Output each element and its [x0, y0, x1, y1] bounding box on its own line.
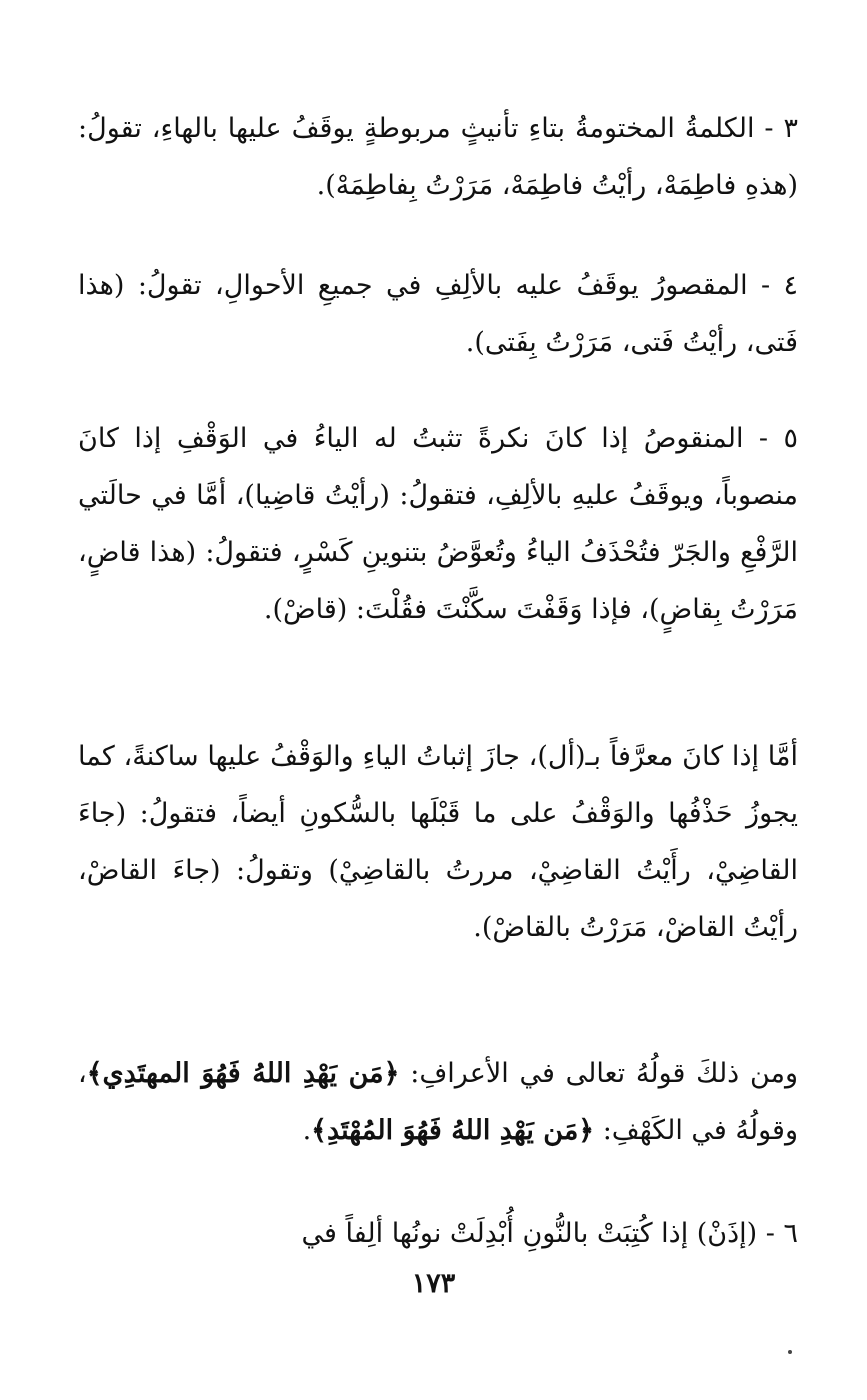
paragraph-rule-3: ٣ - الكلمةُ المختومةُ بتاءِ تأنيثٍ مربوطةٍ يوقَفُ عليها بالهاءِ، تقولُ: (هذهِ فاطِمَهْ، رأيْتُ فاطِمَهْ، مَرَرْتُ بِفاطِمَهْ). [78, 113, 798, 201]
paragraph-quran-examples [78, 1045, 798, 1159]
paragraph-rule-5: ٥ - المنقوصُ إذا كانَ نكرةً تثبتُ له الياءُ في الوَقْفِ إذا كانَ منصوباً، ويوقَفُ عليهِ بالألِفِ، فتقولُ: (رأيْتُ قاضِيا)، أمَّا في حالَتي الرَّفْعِ والجَرّ فتُحْذَفُ الياءُ وتُعوَّضُ بتنوينِ كَسْرٍ، فتقولُ: (هذا قاضٍ، مَرَرْتُ بِقاضٍ)، فإذا وَقَفْتَ سكَّنْتَ فقُلْتَ: (قاضْ). [78, 423, 798, 625]
page-number: ١٧٣ [411, 1268, 456, 1299]
paragraph-definite-manqus: أمَّا إذا كانَ معرَّفاً بـ(أل)، جازَ إثباتُ الياءِ والوَقْفُ عليها ساكنةً، كما يجوزُ حَذْفُها والوَقْفُ على ما قَبْلَها بالسُّكونِ أيضاً، فتقولُ: (جاءَ القاضِيْ، رأَيْتُ القاضِيْ، مررتُ بالقاضِيْ) وتقولُ: (جاءَ القاضْ، رأيْتُ القاضْ، مَرَرْتُ بالقاضْ). [78, 741, 798, 943]
quran-intro-text: ومن ذلكَ قولُهُ تعالى في الأعرافِ: [399, 1058, 798, 1089]
stray-mark [788, 1350, 792, 1354]
quran-verse-kahf: ﴿مَن يَهْدِ اللهُ فَهُوَ المُهْتَدِ﴾ [311, 1115, 595, 1146]
quran-verse-araf: ﴿مَن يَهْدِ اللهُ فَهُوَ المهتَدِي﴾ [86, 1058, 400, 1089]
paragraph-rule-6: ٦ - (إذَنْ) إذا كُتِبَتْ بالنُّونِ أُبْدِلَتْ نونُها ألِفاً في [301, 1218, 798, 1249]
paragraph-rule-4: ٤ - المقصورُ يوقَفُ عليه بالألِفِ في جميعِ الأحوالِ، تقولُ: (هذا فَتى، رأيْتُ فَتى، مَرَرْتُ بِفَتى). [78, 270, 798, 358]
quran-middle-text: ، وقولُهُ في الكَهْفِ: [78, 1058, 798, 1146]
quran-end-text: . [302, 1115, 312, 1146]
